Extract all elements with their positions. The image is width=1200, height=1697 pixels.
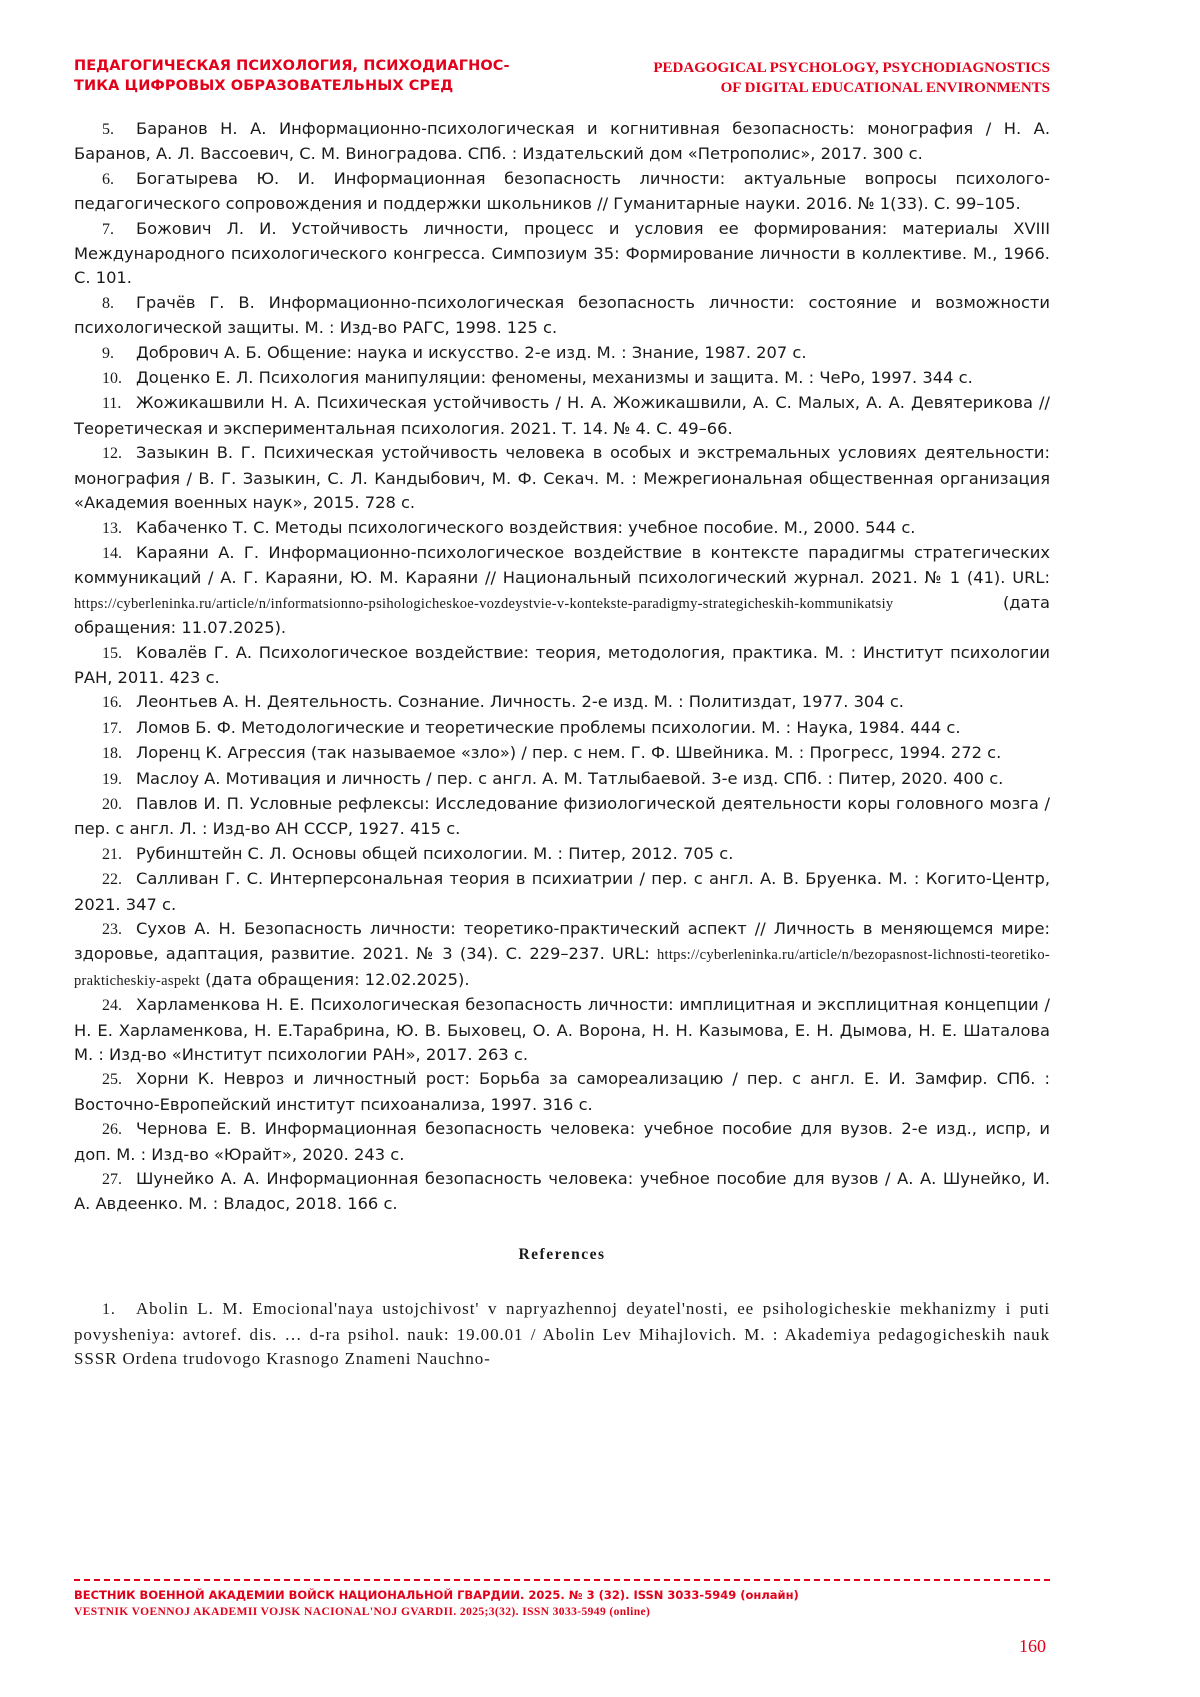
reference-number: 20.	[102, 795, 122, 813]
reference-text: Рубинштейн С. Л. Основы общей психологии. М. : Питер, 2012. 705 с.	[136, 843, 734, 863]
header-ru-line-1: ПЕДАГОГИЧЕСКАЯ ПСИХОЛОГИЯ, ПСИХОДИАГНОС-	[74, 58, 510, 74]
reference-number: 9.	[102, 344, 114, 362]
reference-text: Маслоу А. Мотивация и личность / пер. с англ. А. М. Татлыбаевой. 3-е изд. СПб. : Питер, 2020. 400 с.	[136, 768, 1004, 788]
reference-item	[74, 217, 1050, 291]
reference-item	[74, 1117, 1050, 1167]
reference-text: Чернова Е. В. Информационная безопасность человека: учебное пособие для вузов. 2-е изд., испр, и доп. М. : Изд-во «Юрайт», 2020. 243 с.	[74, 1119, 1050, 1164]
reference-number: 8.	[102, 294, 114, 312]
footer-journal-ru: ВЕСТНИК ВОЕННОЙ АКАДЕМИИ ВОЙСК НАЦИОНАЛЬНОЙ ГВАРДИИ. 2025. № 3 (32). ISSN 3033-5949 (онлайн)	[74, 1588, 799, 1602]
reference-text: Грачёв Г. В. Информационно-психологическая безопасность личности: состояние и возможности психологической защиты. М. : Изд-во РАГС, 1998. 125 с.	[74, 292, 1050, 338]
reference-item	[74, 767, 1050, 792]
reference-text: Баранов Н. А. Информационно-психологическая и когнитивная безопасность: монография / Н. А. Баранов, А. Л. Вассоевич, С. М. Виноградова. СПб. : Издательский дом «Петрополис», 2017. 300 с.	[74, 119, 1050, 164]
reference-item	[74, 341, 1050, 366]
reference-number: 14.	[102, 544, 122, 562]
reference-number: 15.	[102, 644, 122, 662]
reference-item	[74, 842, 1050, 867]
reference-number: 25.	[102, 1071, 122, 1089]
reference-item	[74, 441, 1050, 515]
reference-item	[74, 690, 1050, 715]
reference-item	[74, 391, 1050, 441]
reference-text: Леонтьев А. Н. Деятельность. Сознание. Личность. 2-е изд. М. : Политиздат, 1977. 304 с.	[136, 692, 904, 712]
reference-text: Хорни К. Невроз и личностный рост: Борьба за самореализацию / пер. с англ. Е. И. Замфир. СПб. : Восточно-Европейский институт психоанализа, 1997. 316 с.	[74, 1069, 1050, 1114]
english-reference-item	[74, 1297, 1050, 1372]
reference-number: 7.	[102, 220, 114, 238]
reference-text: Кабаченко Т. С. Методы психологического воздействия: учебное пособие. М., 2000. 544 с.	[136, 517, 916, 537]
reference-text: Добрович А. Б. Общение: наука и искусство. 2-е изд. М. : Знание, 1987. 207 с.	[136, 342, 807, 362]
reference-text: Богатырева Ю. И. Информационная безопасность личности: актуальные вопросы психолого-педагогического сопровождения и поддержки школьников // Гуманитарные науки. 2016. № 1(33). С. 99–105.	[74, 168, 1050, 214]
reference-item	[74, 541, 1050, 641]
reference-number: 12.	[102, 445, 122, 463]
reference-item	[74, 117, 1050, 167]
reference-item	[74, 516, 1050, 541]
reference-item	[74, 917, 1050, 993]
reference-number: 1.	[102, 1301, 116, 1319]
reference-item	[74, 366, 1050, 391]
header-en-line-1: PEDAGOGICAL PSYCHOLOGY, PSYCHODIAGNOSTICS	[653, 60, 1050, 76]
english-reference-list	[74, 1297, 1050, 1372]
reference-text: Божович Л. И. Устойчивость личности, процесс и условия ее формирования: материалы XVIII Международного психологического конгресса. Симпозиум 35: Формирование личности в коллективе. М., 1966. С. 101.	[74, 218, 1050, 288]
reference-number: 17.	[102, 719, 122, 737]
reference-access-date: (дата обращения: 12.02.2025).	[200, 969, 470, 989]
reference-number: 13.	[102, 519, 122, 537]
reference-item	[74, 993, 1050, 1067]
reference-number: 21.	[102, 845, 122, 863]
reference-item	[74, 1067, 1050, 1117]
reference-number: 6.	[102, 170, 114, 188]
footer-journal-en: VESTNIK VOENNOJ AKADEMII VOJSK NACIONAL'NOJ GVARDII. 2025;3(32). ISSN 3033-5949 (online)	[74, 1606, 651, 1618]
header-en-line-2: OF DIGITAL EDUCATIONAL ENVIRONMENTS	[720, 80, 1050, 96]
reference-item	[74, 167, 1050, 217]
reference-text: Караяни А. Г. Информационно-психологическое воздействие в контексте парадигмы стратегических коммуникаций / А. Г. Караяни, Ю. М. Караяни // Национальный психологический журнал. 2021. № 1 (41). URL:	[74, 542, 1050, 588]
reference-item	[74, 792, 1050, 842]
reference-url-link[interactable]: https://cyberleninka.ru/article/n/bezopasnost-lichnosti-teoretiko-prakticheskiy-aspekt	[74, 947, 1050, 989]
reference-text: Ломов Б. Ф. Методологические и теоретические проблемы психологии. М. : Наука, 1984. 444 с.	[136, 717, 961, 737]
reference-number: 11.	[102, 395, 122, 413]
references-heading: References	[518, 1245, 606, 1263]
reference-url-link[interactable]: https://cyberleninka.ru/article/n/informatsionno-psihologicheskoe-vozdeystvie-v-kontekste-paradigmy-strategicheskih-kommunikatsiy	[74, 595, 894, 612]
reference-number: 27.	[102, 1171, 122, 1189]
reference-number: 16.	[102, 694, 122, 712]
reference-text: Abolin L. M. Emocional'naya ustojchivost' v napryazhennoj deyatel'nosti, ee psihologicheskie mekhanizmy i puti povysheniya: avtoref. dis. … d-ra psihol. nauk: 19.00.01 / Abolin Lev Mihajlovich. M. : Akademiya pedagogicheskih nauk SSSR Ordena trudovogo Krasnogo Znameni Nauchno-	[74, 1299, 1050, 1369]
reference-text: Лоренц К. Агрессия (так называемое «зло») / пер. с нем. Г. Ф. Швейника. М. : Прогресс, 1994. 272 с.	[136, 743, 1002, 763]
reference-item	[74, 641, 1050, 691]
reference-text: Шунейко А. А. Информационная безопасность человека: учебное пособие для вузов / А. А. Шунейко, И. А. Авдеенко. М. : Владос, 2018. 166 с.	[74, 1169, 1050, 1214]
header-ru-line-2: ТИКА ЦИФРОВЫХ ОБРАЗОВАТЕЛЬНЫХ СРЕД	[74, 78, 454, 94]
reference-access-date: (дата обращения: 11.07.2025).	[74, 592, 1050, 638]
reference-number: 10.	[102, 370, 122, 388]
reference-text: Сухов А. Н. Безопасность личности: теоретико-практический аспект // Личность в меняющемся мире: здоровье, адаптация, развитие. 2021. № 3 (34). С. 229–237. URL:	[74, 919, 1050, 964]
reference-text: Ковалёв Г. А. Психологическое воздействие: теория, методология, практика. М. : Институт психологии РАН, 2011. 423 с.	[74, 642, 1050, 687]
reference-item	[74, 291, 1050, 341]
reference-item	[74, 716, 1050, 741]
header-section-en	[550, 58, 1050, 98]
reference-number: 26.	[102, 1121, 122, 1139]
reference-number: 23.	[102, 921, 122, 938]
bibliography	[74, 117, 1050, 1372]
reference-item	[74, 741, 1050, 766]
reference-text: Доценко Е. Л. Психология манипуляции: феномены, механизмы и защита. М. : ЧеРо, 1997. 344 с.	[136, 368, 973, 388]
reference-text: Зазыкин В. Г. Психическая устойчивость человека в особых и экстремальных условиях деятельности: монография / В. Г. Зазыкин, С. Л. Кандыбович, М. Ф. Секач. М. : Межрегиональная общественная организация «Академия военных наук», 2015. 728 с.	[74, 443, 1050, 513]
reference-text: Жожикашвили Н. А. Психическая устойчивость / Н. А. Жожикашвили, А. С. Малых, А. А. Девятерикова // Теоретическая и экспериментальная психология. 2021. Т. 14. № 4. С. 49–66.	[74, 393, 1050, 438]
footer-divider	[74, 1579, 1050, 1581]
reference-item	[74, 1167, 1050, 1217]
reference-text: Харламенкова Н. Е. Психологическая безопасность личности: имплицитная и эксплицитная концепции / Н. Е. Харламенкова, Н. Е.Тарабрина, Ю. В. Быховец, О. А. Ворона, Н. Н. Казымова, Е. Н. Дымова, Н. Е. Шаталова М. : Изд-во «Институт психологии РАН», 2017. 263 с.	[74, 995, 1050, 1065]
reference-number: 5.	[102, 121, 114, 138]
reference-text: Салливан Г. С. Интерперсональная теория в психиатрии / пер. с англ. А. В. Бруенка. М. : Когито-Центр, 2021. 347 с.	[74, 869, 1050, 914]
header-section-ru	[74, 56, 544, 96]
reference-text: Павлов И. П. Условные рефлексы: Исследование физиологической деятельности коры головного мозга / пер. с англ. Л. : Изд-во АН СССР, 1927. 415 с.	[74, 793, 1050, 839]
page-number: 160	[1019, 1636, 1046, 1656]
reference-list	[74, 117, 1050, 1217]
reference-number: 22.	[102, 871, 122, 889]
reference-number: 19.	[102, 770, 122, 788]
reference-number: 18.	[102, 745, 122, 763]
reference-number: 24.	[102, 997, 122, 1015]
reference-item	[74, 867, 1050, 917]
